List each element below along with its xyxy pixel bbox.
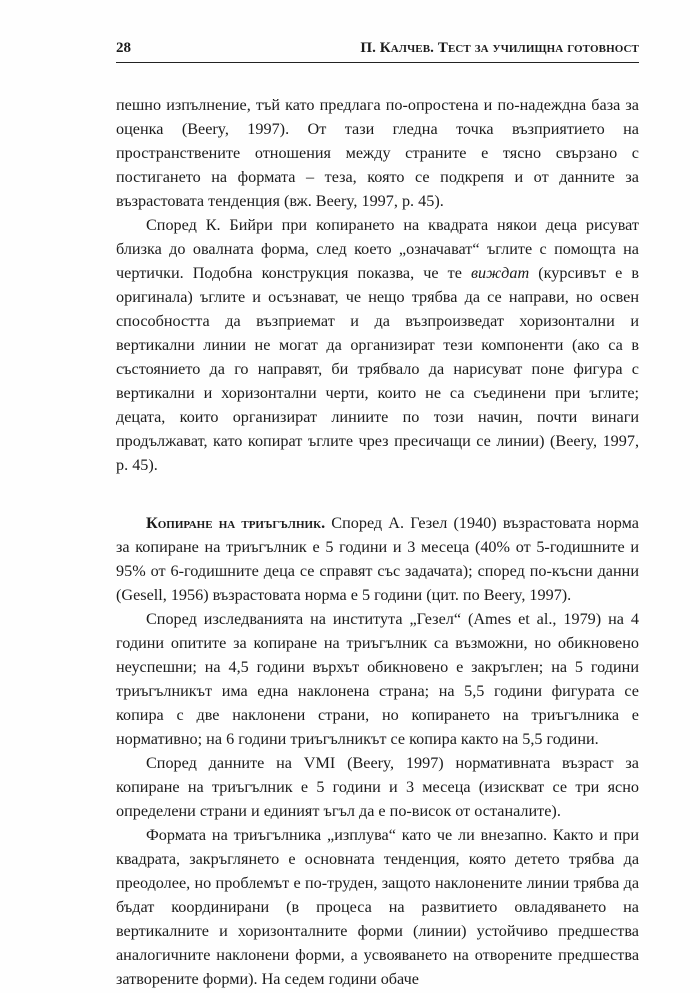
paragraph-triangle-section: Копиране на триъгълник. Според А. Гезел (1940) възрастовата норма за копиране на триъгълник е 5 години и 3 месеца (40% от 5-годишните и 95% от 6-годишните деца се справят със задачата); според по-късни данни (Gesell, 1956) възрастовата норма е 5 години (цит. по Beery, 1997). — [116, 514, 639, 604]
section-heading: Копиране на триъгълник. — [146, 514, 326, 532]
paragraph-continuation: пешно изпълнение, тъй като предлага по-опростена и по-надеждна база за оценка (Beery, 1997). От тази гледна точка възприятието на пространствените отношения между страните е тясно свързано с постигането на формата – теза, която се подкрепя и от данните за възрастовата тенденция (вж. Beery, 1997, p. 45). — [116, 96, 639, 210]
body-text — [116, 93, 639, 991]
paragraph-vmi-norm: Според данните на VMI (Beery, 1997) нормативната възраст за копиране на триъгълник е 5 години и 3 месеца (изискват се три ясно определени страни и единият ъгъл да е по-висок от останалите). — [116, 754, 639, 820]
paragraph-triangle-form: Формата на триъгълника „изплува“ като че ли внезапно. Както и при квадрата, закръглянето е основната тенденция, която детето трябва да преодолее, но проблемът е по-труден, защото наклонените линии трябва да бъдат координирани (в процеса на развитието овладяването на вертикалните и хоризонталните форми (линии) устойчиво предшества аналогичните наклонени форми, а усвояването на отворените предшества затворените форми). На седем години обаче — [116, 826, 639, 988]
page-number: 28 — [116, 40, 131, 56]
italic-emphasis: виждат — [471, 264, 530, 282]
page-header — [116, 37, 639, 59]
paragraph-beery-square: Според К. Бийри при копирането на квадрата някои деца рисуват близка до овалната форма, след което „означават“ ъглите с помощта на чертички. Подобна конструкция показва, че те виждат (курсивът е в оригинала) ъглите и осъзнават, че нещо трябва да се направи, но освен способността да възприемат и да възпроизведат хоризонтални и вертикални линии не могат да организират тези компоненти (ако са в състоянието да го направят, би трябвало да нарисуват поне фигура с вертикални и хоризонтални черти, които не са съединени при ъглите; децата, които организират линиите по този начин, почти винаги продължават, като копират ъглите чрез пресичащи се линии) (Beery, 1997, p. 45). — [116, 216, 639, 474]
header-rule — [116, 62, 639, 63]
running-head: П. Калчев. Тест за училищна готовност — [360, 40, 639, 56]
paragraph-gesell-institute: Според изследванията на института „Гезел“ (Ames et al., 1979) на 4 години опитите за копиране на триъгълник са възможни, но обикновено неуспешни; на 4,5 години върхът обикновено е закръглен; на 5 години триъгълникът има една наклонена страна; на 5,5 години фигурата се копира с две наклонени страни, но копирането на триъгълника е нормативно; на 6 години триъгълникът се копира както на 5,5 години. — [116, 610, 639, 748]
